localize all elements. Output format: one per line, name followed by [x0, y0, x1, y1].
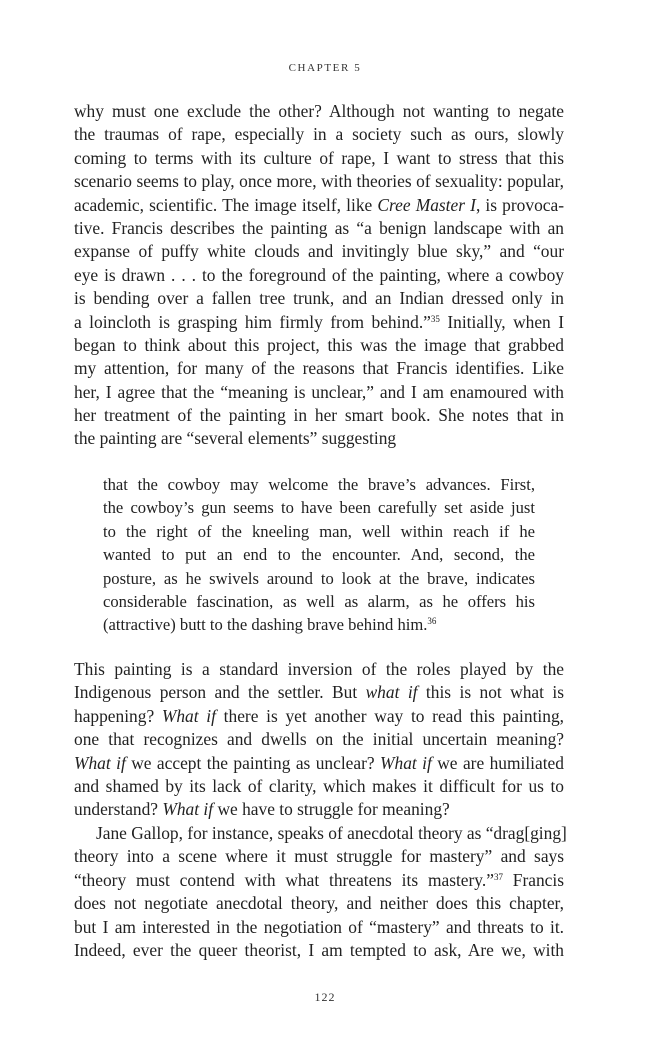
emphasis: What if: [161, 705, 216, 726]
footnote-ref-35: 35: [430, 313, 440, 324]
quote-line: considerable fascination, as well as alarm, as he offers his: [103, 591, 535, 611]
text-line: This painting is a standard inversion of the roles played by the: [74, 659, 564, 679]
text-line: does not negotiate anecdotal theory, and neither does this chapter,: [74, 893, 564, 914]
quote-line: (attractive) butt to the dashing brave behind him.$^{36}$: [103, 615, 437, 635]
emphasis: What if: [380, 752, 432, 773]
text-line: the painting are “several elements” suggesting: [74, 428, 397, 449]
quote-line: that the cowboy may welcome the brave’s advances. First,: [103, 475, 535, 494]
text-line: a loincloth is grasping him firmly from behind.”$^{35}$ Initially, when I: [74, 311, 564, 332]
text-line: coming to terms with its culture of rape, I want to stress that this: [74, 147, 564, 168]
text-line: expanse of puffy white clouds and invitingly blue sky,” and “our: [74, 241, 564, 262]
emphasis: what if: [365, 682, 418, 703]
paragraph-2: [74, 658, 564, 822]
emphasis: What if: [162, 799, 214, 820]
paragraph-1: [74, 100, 564, 451]
footnote-ref-36: 36: [427, 616, 437, 627]
text-line: began to think about this project, this was the image that grabbed: [74, 334, 564, 355]
text-line: Indeed, ever the queer theorist, I am tempted to ask, Are we, with: [74, 939, 564, 960]
text-line: academic, scientific. The image itself, like Cree Master I, is provoca-: [74, 194, 564, 215]
quote-line: to the right of the kneeling man, well within reach if he: [103, 521, 535, 541]
quote-line: wanted to put an end to the encounter. And, second, the: [103, 545, 535, 565]
text-line: “theory must contend with what threatens its mastery.”$^{37}$ Francis: [74, 869, 564, 890]
text-line: What if we accept the painting as unclear? What if we are humiliated: [74, 752, 564, 773]
footnote-ref-37: 37: [493, 871, 503, 882]
text-line: the traumas of rape, especially in a society such as ours, slowly: [74, 124, 564, 145]
text-line: Indigenous person and the settler. But what if this is not what is: [74, 682, 564, 703]
text-line: eye is drawn . . . to the foreground of the painting, where a cowboy: [74, 264, 564, 285]
text-line: Jane Gallop, for instance, speaks of anecdotal theory as “drag[ging]: [96, 823, 567, 843]
paragraph-3: [74, 822, 567, 962]
quote-line: posture, as he swivels around to look at the brave, indicates: [103, 568, 535, 588]
text-line: why must one exclude the other? Although not wanting to negate: [74, 101, 564, 121]
emphasis: What if: [74, 752, 126, 773]
block-quote: [103, 473, 535, 637]
text-line: scenario seems to play, once more, with theories of sexuality: popular,: [74, 171, 564, 192]
text-line: and shamed by its lack of clarity, which makes it difficult for us to: [74, 775, 564, 796]
text-line: tive. Francis describes the painting as “a benign landscape with an: [74, 217, 564, 238]
text-line: is bending over a fallen tree trunk, and an Indian dressed only in: [74, 288, 564, 309]
artwork-title: Cree Master I: [377, 194, 476, 215]
text-line: theory into a scene where it must struggle for mastery” and says: [74, 846, 564, 867]
text-line: my attention, for many of the reasons that Francis identifies. Like: [74, 358, 564, 379]
text-line: happening? What if there is yet another way to read this painting,: [74, 705, 564, 726]
text-line: her treatment of the painting in her smart book. She notes that in: [74, 405, 564, 426]
text-line: one that recognizes and dwells on the initial uncertain meaning?: [74, 729, 564, 750]
page-number: 122: [314, 990, 336, 1004]
text-line: understand? What if we have to struggle for meaning?: [74, 799, 450, 820]
text-line: but I am interested in the negotiation of “mastery” and threats to it.: [74, 916, 564, 937]
text-line: her, I agree that the “meaning is unclear,” and I am enamoured with: [74, 381, 564, 402]
quote-line: the cowboy’s gun seems to have been carefully set aside just: [103, 498, 535, 518]
running-head: CHAPTER 5: [288, 62, 362, 74]
